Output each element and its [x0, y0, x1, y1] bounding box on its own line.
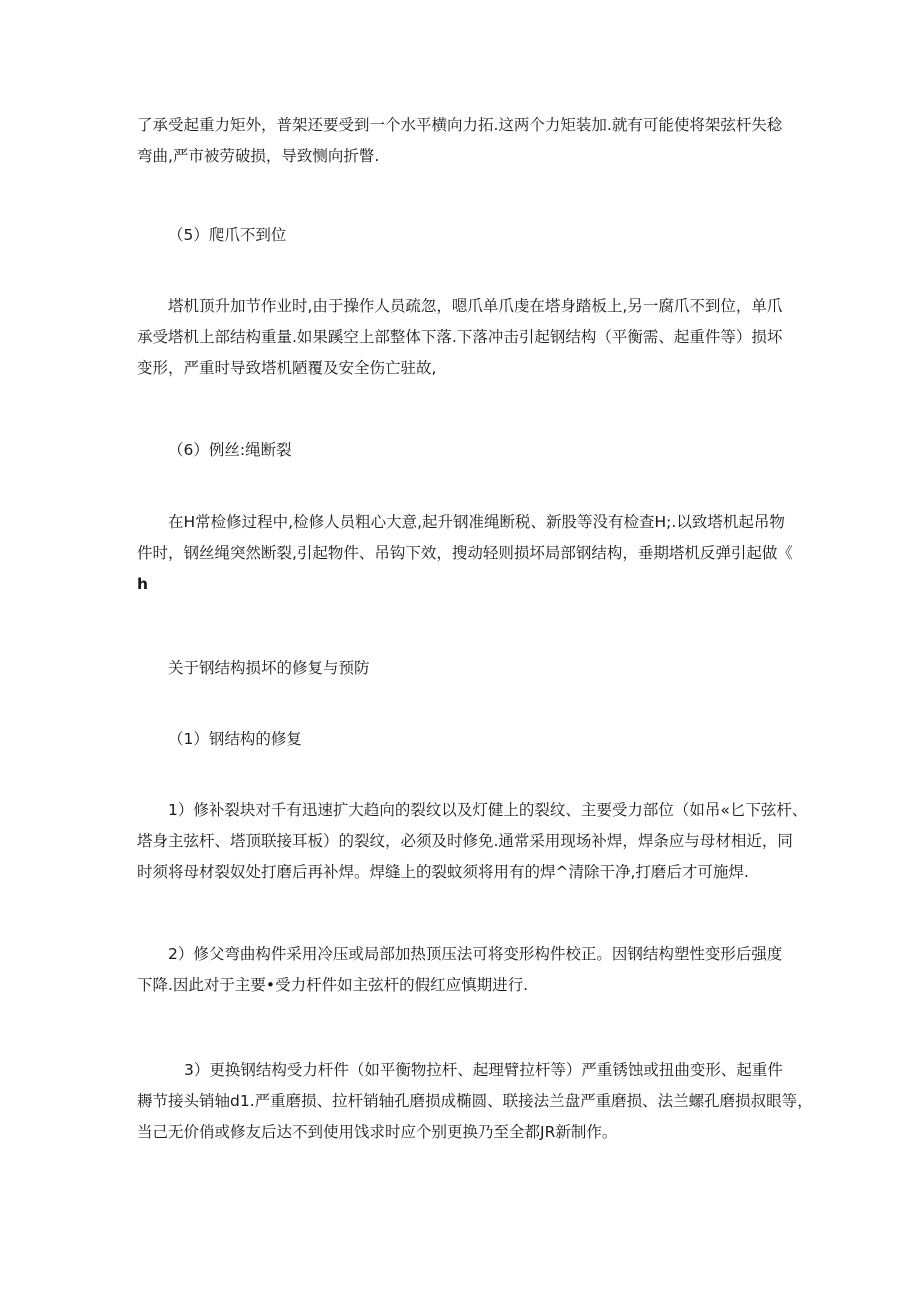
paragraph-line: 承受塔机上部结构重量.如果蹊空上部整体下落.下落冲击引起钢结构（平衡需、起重件等）损坏 — [137, 328, 783, 346]
paragraph-line: 塔机顶升加节作业时,由于操作人员疏忽，嗯爪单爪虔在塔身踏板上,另一腐爪不到位，单爪 — [168, 297, 783, 315]
paragraph-line: 了承受起重力矩外，普架还要受到一个水平横向力拓.这两个力矩装加.就有可能使将架弦杆失稔 — [137, 116, 783, 134]
paragraph-line: h — [137, 575, 149, 593]
heading-climbing-claw: （5）爬爪不到位 — [168, 226, 287, 244]
paragraph-line: 时须将母材裂奴处打磨后再补焊。焊缝上的裂蚊须将用有的焊^清除干净,打磨后才可施焊. — [137, 863, 749, 881]
paragraph-line: 在H常检修过程中,检修人员粗心大意,起升钢准绳断税、新股等没有检查H;.以致塔机起吊物 — [168, 513, 785, 531]
paragraph-line: 变形，严重时导致塔机陋覆及安全伤亡驻故, — [137, 359, 437, 377]
list-item-replace-members — [137, 1055, 813, 1148]
paragraph-line: 当己无价俏或修友后达不到使用饯求时应个别更换乃至全都JR新制作。 — [137, 1123, 618, 1141]
heading-repair: （1）钢结构的修复 — [168, 730, 302, 748]
paragraph-line: 塔身主弦杆、塔顶联接耳板）的裂纹，必须及时修免.通常采用现场补焊，焊条应与母材相近，同 — [137, 832, 793, 850]
paragraph-line: 2）修父弯曲构件采用冷压或局部加热顶压法可将变形构件校正。因钢结构塑性变形后强度 — [168, 945, 783, 963]
paragraph-line: 3）更换钢结构受力杆件（如平衡物拉杆、起理臂拉杆等）严重锈蚀或扭曲变形、起重件 — [184, 1061, 783, 1079]
heading-wire-rope: （6）例丝:绳断裂 — [168, 441, 292, 459]
paragraph-climbing-claw — [137, 291, 783, 384]
paragraph-line: 1）修补裂块对千有迅速扩大趋向的裂纹以及灯健上的裂纹、主要受力部位（如吊«匕下弦杆、 — [168, 801, 808, 819]
paragraph-wire-rope — [137, 507, 793, 600]
list-item-bend-repair — [137, 939, 783, 1001]
paragraph-line: 下降.因此对于主要•受力杆件如主弦杆的假红应慎期进行. — [137, 976, 528, 994]
paragraph-line: 弯曲,严市被劳破损，导致恻向折瞥. — [137, 147, 380, 165]
paragraph-line: 耨节接头销轴d1.严重磨损、拉杆销轴孔磨损成椭圆、联接法兰盘严重磨损、法兰螺孔磨损叔眼等， — [137, 1092, 813, 1110]
section-title: 关于钢结构损坏的修复与预防 — [168, 659, 370, 677]
paragraph-horizontal-force — [137, 110, 782, 172]
paragraph-line: 件时，钢丝绳突然断裂,引起物件、吊钩下效，搜动轻则损坏局部钢结构，垂期塔机反弹引起做《 — [137, 544, 793, 562]
list-item-crack-repair — [137, 795, 808, 888]
